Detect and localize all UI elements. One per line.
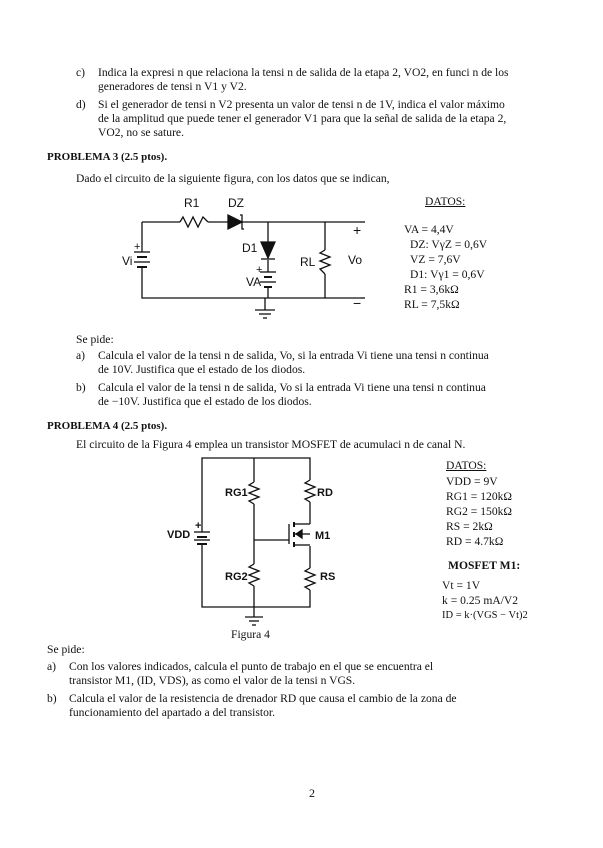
p3-se-pide: Se pide: (76, 333, 114, 346)
problem-4-title: PROBLEMA 4 (2.5 ptos). (47, 420, 168, 432)
problem-3-title: PROBLEMA 3 (2.5 ptos). (47, 151, 168, 163)
datos-line: VDD = 9V (446, 475, 498, 488)
datos-line: R1 = 3,6kΩ (404, 283, 459, 296)
vi-plus: + (134, 241, 141, 253)
mosfet-m1 (289, 522, 310, 547)
p4-se-pide: Se pide: (47, 643, 85, 656)
vdd-plus: + (195, 520, 202, 532)
datos-line: RL = 7,5kΩ (404, 298, 460, 311)
battery-vi (134, 252, 150, 267)
p4-item-a (47, 660, 547, 690)
resistor-rg2 (249, 564, 259, 586)
circuit-wires (202, 458, 310, 617)
va-label: VA (246, 275, 262, 289)
item-line: de la amplitud que puede tener el generador V1 para que la señal de salida de la etapa 2, (98, 112, 507, 125)
item-line: generadores de tensi n V1 y V2. (98, 80, 247, 93)
datos-line: RG1 = 120kΩ (446, 490, 513, 503)
resistor-rd (305, 480, 315, 502)
p3-item-a (76, 349, 556, 379)
item-line: Con los valores indicados, calcula el punto de trabajo en el que se encuentra el (69, 660, 434, 673)
circuit-diagram-p4 (165, 452, 395, 642)
figure-4-caption: Figura 4 (231, 628, 270, 641)
zener-diode-dz (228, 215, 244, 229)
datos-line: VZ = 7,6V (410, 253, 461, 266)
problem-3-intro: Dado el circuito de la siguiente figura, con los datos que se indican, (76, 172, 390, 185)
rg1-label: RG1 (225, 487, 248, 499)
resistor-rl (320, 250, 330, 274)
d1-label: D1 (242, 241, 258, 255)
datos-line: DZ: VγZ = 0,6V (410, 238, 488, 251)
item-line: Calcula el valor de la tensi n de salida, Vo si la entrada Vi tiene una tensi n continua (98, 381, 486, 394)
mosfet-line: k = 0.25 mA/V2 (442, 594, 519, 607)
datos-line: RS = 2kΩ (446, 520, 493, 533)
vdd-label: VDD (167, 529, 191, 541)
vo-label: Vo (348, 253, 363, 267)
rs-label: RS (320, 571, 336, 583)
diode-d1 (261, 242, 275, 259)
item-line: Calcula el valor de la tensi n de salida, Vo, si la entrada Vi tiene una tensi n continua (98, 349, 489, 362)
item-label: d) (76, 98, 86, 111)
rl-label: RL (300, 255, 316, 269)
resistor-rs (305, 568, 315, 590)
resistor-rg1 (249, 482, 259, 504)
p3-datos-title: DATOS: (425, 195, 466, 208)
rg2-label: RG2 (225, 571, 248, 583)
p4-mosfet-list (442, 578, 528, 623)
item-line: transistor M1, (ID, VDS), as como el valor de la tensi n VGS. (69, 674, 356, 687)
item-label: b) (76, 381, 86, 394)
mosfet-line: Vt = 1V (442, 579, 481, 592)
p4-datos-title: DATOS: (446, 459, 487, 472)
datos-line: RG2 = 150kΩ (446, 505, 513, 518)
rd-label: RD (317, 487, 333, 499)
item-line: VO2, no se sature. (98, 126, 184, 139)
out-minus: − (353, 295, 362, 311)
item-line: de −10V. Justifica que el estado de los diodos. (98, 395, 312, 408)
mosfet-line: ID = k·(VGS − Vt)2 (442, 610, 528, 621)
item-line: de 10V. Justifica que el estado de los diodos. (98, 363, 306, 376)
circuit-diagram-p3 (110, 190, 390, 330)
datos-line: VA = 4,4V (404, 223, 454, 236)
resistor-r1 (180, 217, 208, 227)
m1-label: M1 (315, 530, 331, 542)
battery-vdd (194, 532, 210, 544)
r1-label: R1 (184, 196, 200, 210)
p3-datos-list (404, 222, 487, 312)
intro-item-c (76, 66, 556, 96)
item-label: a) (47, 660, 57, 673)
problem-4-intro: El circuito de la Figura 4 emplea un transistor MOSFET de acumulaci n de canal N. (76, 438, 466, 451)
item-line: Si el generador de tensi n V2 presenta un valor de tensi n de 1V, indica el valor máximo (98, 98, 505, 111)
item-label: b) (47, 692, 57, 705)
ground-symbol (255, 310, 275, 318)
item-label: c) (76, 66, 86, 79)
p4-mosfet-title: MOSFET M1: (448, 559, 521, 572)
item-line: Calcula el valor de la resistencia de drenador RD que causa el cambio de la zona de (69, 692, 457, 705)
intro-item-d (76, 98, 556, 142)
item-line: funcionamiento del apartado a del transistor. (69, 706, 276, 719)
p4-datos-list (446, 474, 512, 549)
item-label: a) (76, 349, 86, 362)
vi-label: Vi (122, 254, 133, 268)
item-line: Indica la expresi n que relaciona la tensi n de salida de la etapa 2, VO2, en funci n de los (98, 66, 509, 79)
page-number: 2 (309, 786, 315, 800)
va-plus: + (256, 264, 263, 276)
datos-line: D1: Vγ1 = 0,6V (410, 268, 485, 281)
out-plus: + (353, 222, 362, 238)
p4-item-b (47, 692, 547, 722)
dz-label: DZ (228, 196, 244, 210)
p3-item-b (76, 381, 556, 411)
datos-line: RD = 4.7kΩ (446, 535, 504, 548)
ground-symbol (245, 617, 263, 625)
